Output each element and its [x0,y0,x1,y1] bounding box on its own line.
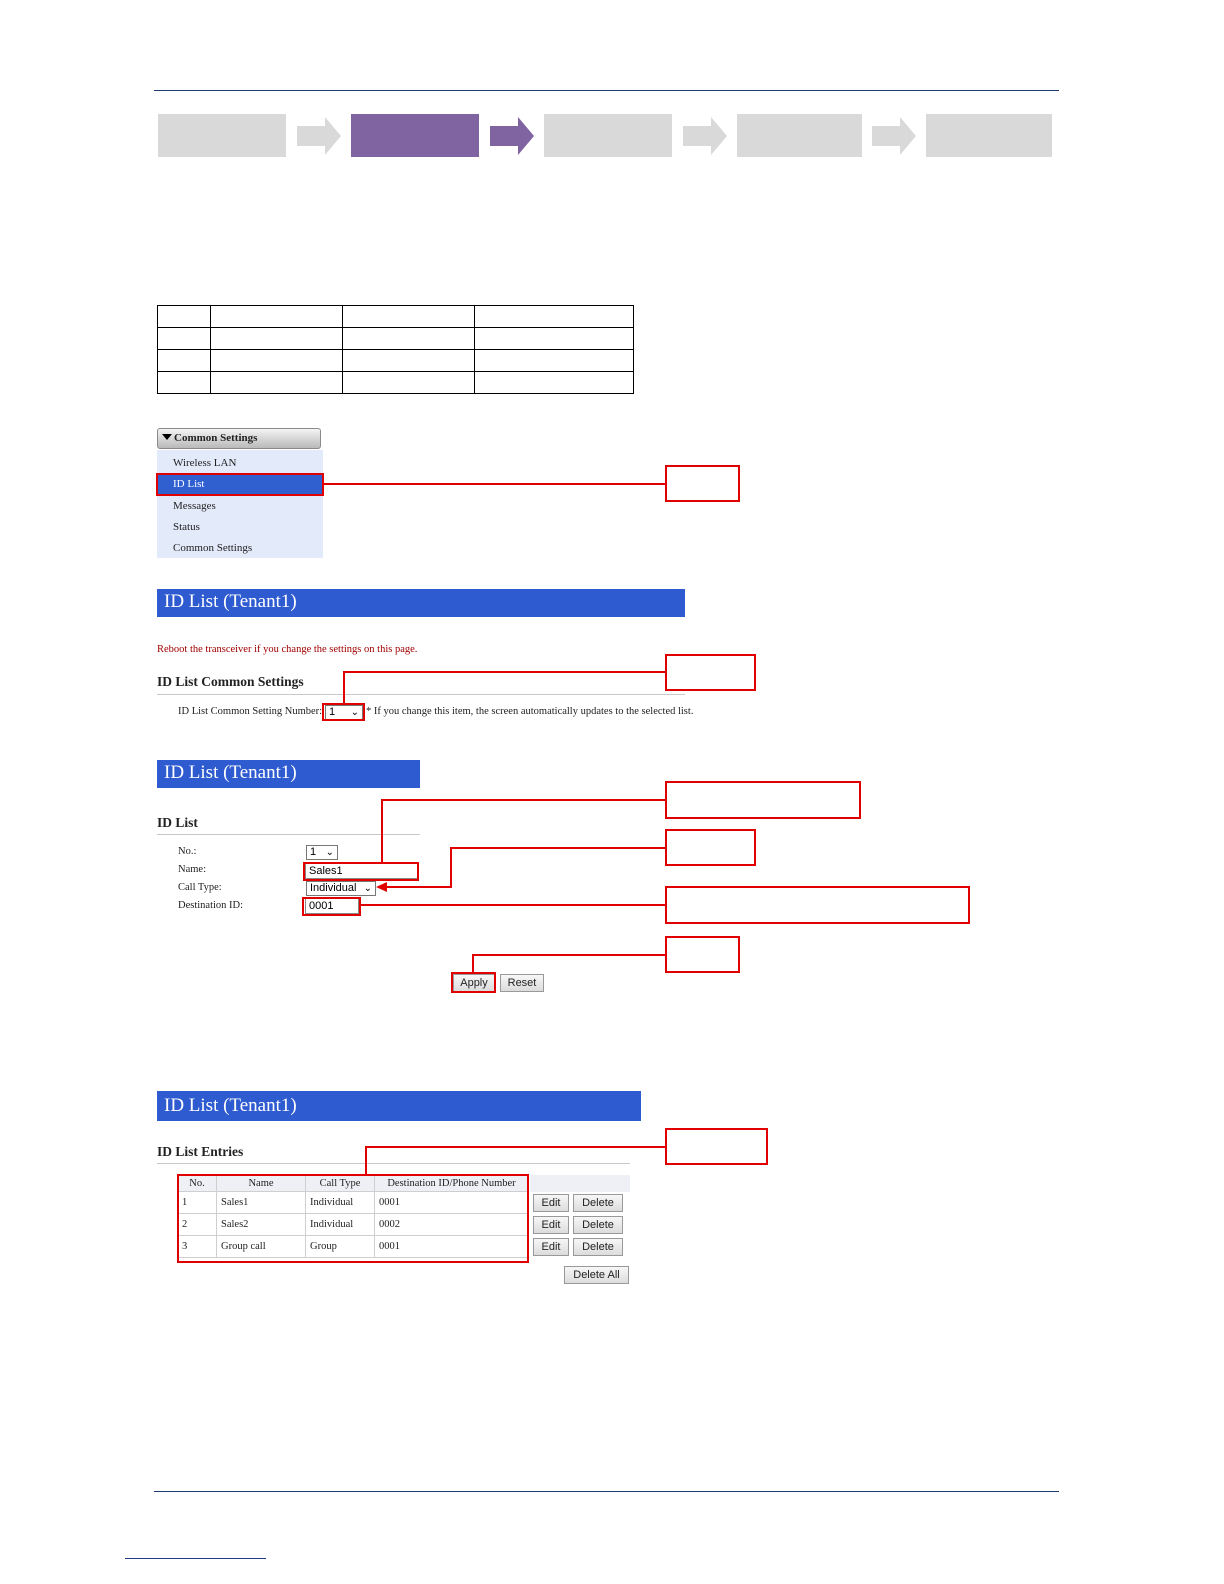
no-label: No.: [178,846,197,857]
row-actions-header [530,1175,630,1192]
sidebar-item-id-list[interactable]: ID List [157,475,323,496]
flow-arrow-3 [683,117,727,155]
flow-step-5 [926,114,1052,157]
col-destination-header: Destination ID/Phone Number [375,1175,529,1192]
callout-box-2 [665,654,756,691]
cell-no: 1 [178,1192,217,1214]
sidebar-item-messages[interactable]: Messages [173,500,216,512]
cell-no: 3 [178,1236,217,1258]
sidebar-menu [157,450,323,558]
auto-update-note: * If you change this item, the screen automatically updates to the selected list. [366,706,694,717]
name-field[interactable]: Sales1 [305,863,418,879]
name-label: Name: [178,864,206,875]
blank-table [157,305,634,394]
col-no-header: No. [178,1175,217,1192]
delete-button-2[interactable]: Delete [573,1216,623,1234]
highlight-entries [177,1174,529,1263]
footer-rule [154,1491,1059,1492]
col-name-header: Name [217,1175,306,1192]
page-title-1: ID List (Tenant1) [157,589,685,617]
no-value: 1 [310,846,317,858]
common-setting-value: 1 [329,706,336,718]
flow-step-1 [158,114,286,157]
section-divider-1 [157,694,685,695]
section-title-entries: ID List Entries [157,1144,244,1159]
cell-call-type: Individual [306,1214,375,1236]
callout-box-1 [665,465,740,502]
highlight-destination-id [302,897,361,916]
highlight-id-list [156,473,324,496]
chevron-down-icon: ⌄ [325,847,334,858]
reboot-warning: Reboot the transceiver if you change the settings on this page. [157,644,418,655]
header-rule [154,90,1059,91]
sidebar-item-status[interactable]: Status [173,521,200,533]
menu-header[interactable]: Common Settings [157,428,321,449]
chevron-down-icon: ⌄ [363,883,372,894]
callout-box-3 [665,781,861,819]
col-call-type-header: Call Type [306,1175,375,1192]
flow-step-2 [351,114,479,157]
flow-step-3 [544,114,672,157]
sidebar-item-wireless-lan[interactable]: Wireless LAN [173,457,237,469]
triangle-down-icon [162,434,172,440]
callout-box-7 [665,1128,768,1165]
call-type-label: Call Type: [178,882,222,893]
cell-call-type: Group [306,1236,375,1258]
callout-box-4 [665,829,756,866]
edit-button-1[interactable]: Edit [533,1194,569,1212]
cell-name: Sales2 [217,1214,306,1236]
delete-button-3[interactable]: Delete [573,1238,623,1256]
no-select[interactable] [306,845,338,860]
cell-destination: 0001 [375,1236,529,1258]
chevron-down-icon: ⌄ [350,707,359,718]
section-divider-3 [157,1163,630,1164]
edit-button-2[interactable]: Edit [533,1216,569,1234]
footer-link-underline [125,1558,266,1559]
cell-call-type: Individual [306,1192,375,1214]
section-title-common: ID List Common Settings [157,674,304,689]
cell-destination: 0002 [375,1214,529,1236]
call-type-value: Individual [310,882,357,894]
cell-name: Sales1 [217,1192,306,1214]
page-title-3: ID List (Tenant1) [157,1091,641,1121]
cell-name: Group call [217,1236,306,1258]
flow-arrow-2 [490,117,534,155]
page-title-2: ID List (Tenant1) [157,760,420,788]
common-setting-label: ID List Common Setting Number: [178,706,323,717]
highlight-apply [451,972,496,993]
call-type-select[interactable] [306,881,376,896]
callout-box-6 [665,936,740,973]
section-title-id-list: ID List [157,815,198,830]
flow-arrow-1 [297,117,341,155]
flow-step-4 [737,114,862,157]
callout-box-5 [665,886,970,924]
edit-button-3[interactable]: Edit [533,1238,569,1256]
section-divider-2 [157,834,420,835]
flow-arrow-4 [872,117,916,155]
cell-no: 2 [178,1214,217,1236]
highlight-common-select [322,703,365,721]
apply-button[interactable]: Apply [453,974,495,992]
reset-button[interactable]: Reset [500,974,544,992]
sidebar-item-common-settings[interactable]: Common Settings [173,542,253,554]
delete-all-button[interactable]: Delete All [564,1266,629,1284]
cell-destination: 0001 [375,1192,529,1214]
destination-id-field[interactable]: 0001 [305,898,359,914]
destination-id-label: Destination ID: [178,900,244,911]
highlight-name [303,862,419,881]
delete-button-1[interactable]: Delete [573,1194,623,1212]
